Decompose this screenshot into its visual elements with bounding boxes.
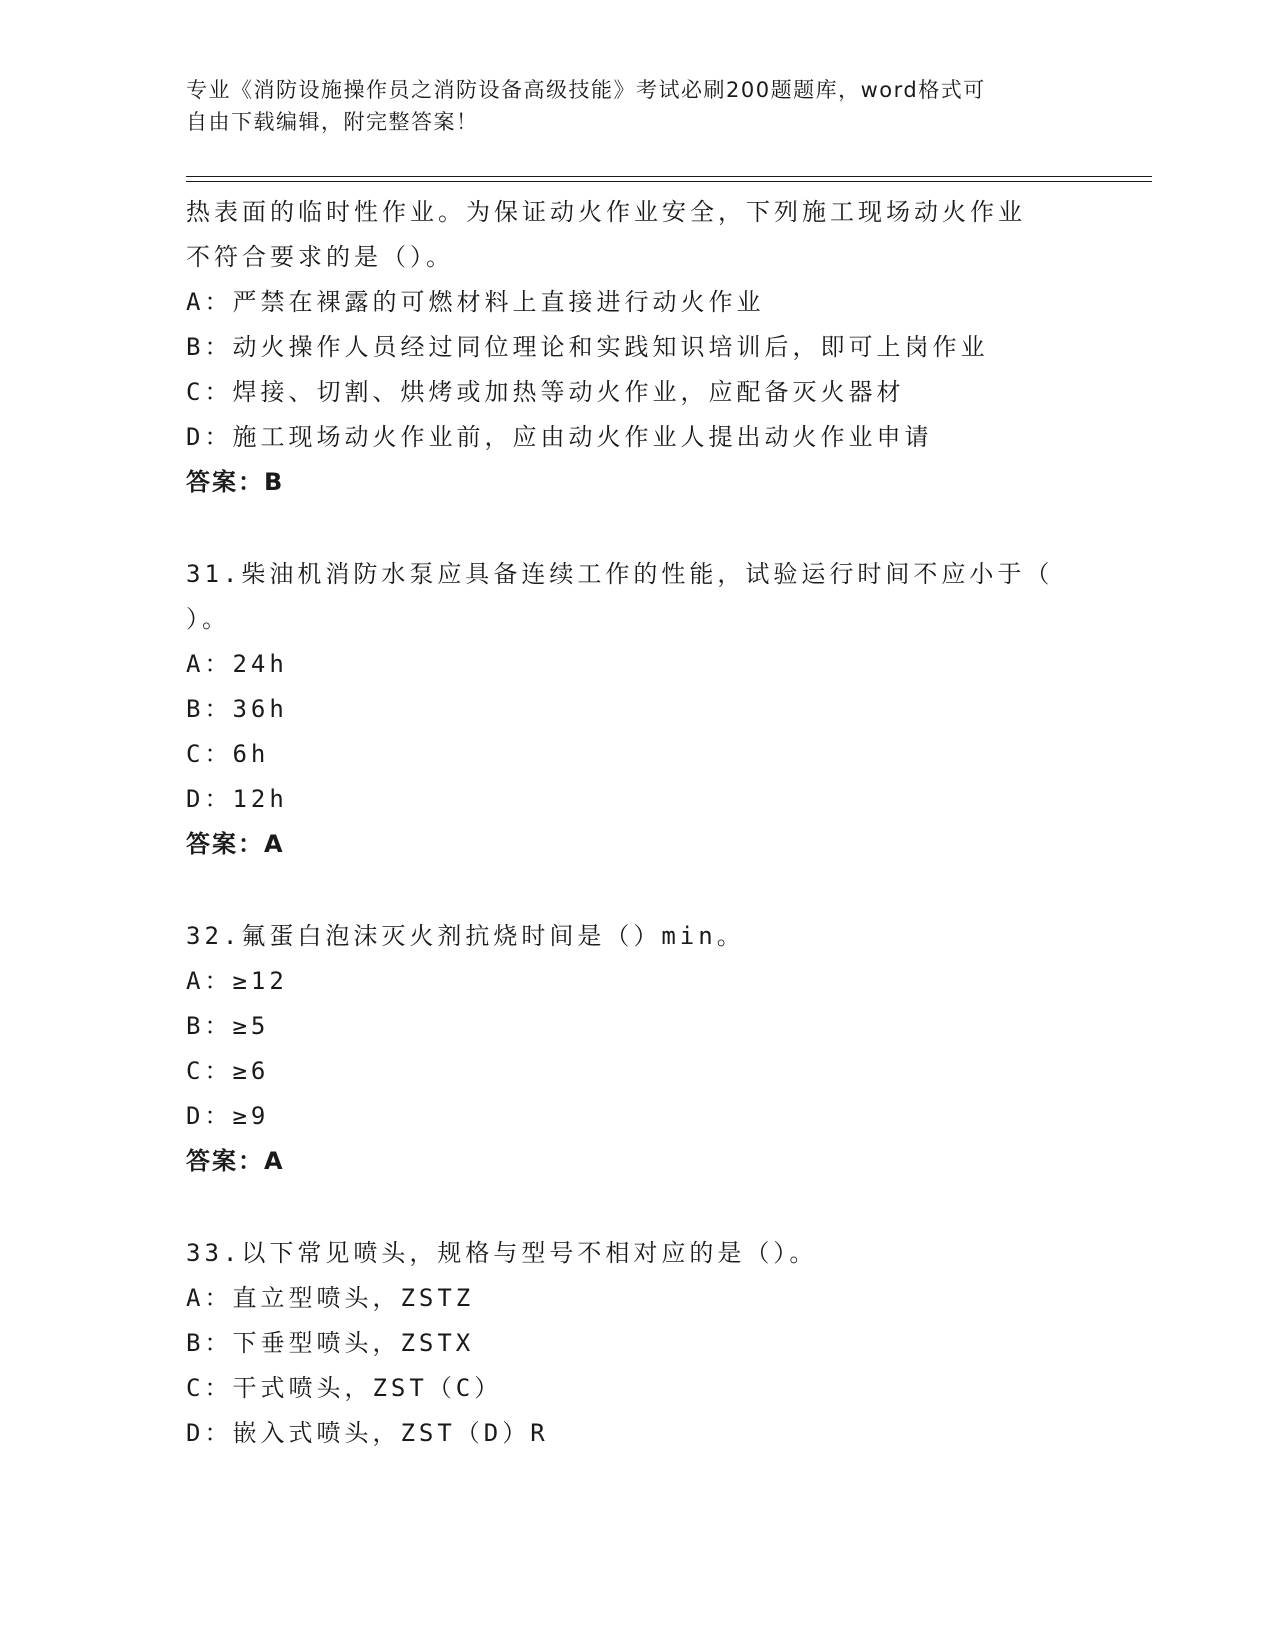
question-block: [186, 552, 1126, 867]
header-title-line-2: 自由下载编辑，附完整答案！: [186, 110, 479, 134]
question-text-line: 31.柴油机消防水泵应具备连续工作的性能，试验运行时间不应小于（: [186, 560, 1054, 588]
option-a: A：≥12: [186, 967, 288, 995]
question-block: [186, 1231, 1126, 1456]
option-c: C：≥6: [186, 1057, 270, 1085]
question-text-line: ）。: [186, 605, 230, 633]
question-text-line: 32.氟蛋白泡沫灭火剂抗烧时间是（）min。: [186, 922, 745, 950]
question-list: [186, 190, 1126, 1456]
header-title-line-1: 专业《消防设施操作员之消防设备高级技能》考试必刷200题题库，word格式可: [186, 78, 986, 102]
option-b: B：动火操作人员经过同位理论和实践知识培训后，即可上岗作业: [186, 333, 989, 361]
answer-line: 答案：A: [186, 830, 285, 858]
option-c: C：焊接、切割、烘烤或加热等动火作业，应配备灭火器材: [186, 378, 905, 406]
option-c: C：干式喷头，ZST（C）: [186, 1374, 503, 1402]
question-block: [186, 914, 1126, 1184]
option-c: C：6h: [186, 740, 270, 768]
option-b: B：36h: [186, 695, 288, 723]
option-b: B：下垂型喷头，ZSTX: [186, 1329, 475, 1357]
option-b: B：≥5: [186, 1012, 270, 1040]
answer-line: 答案：B: [186, 468, 285, 496]
option-a: A：直立型喷头，ZSTZ: [186, 1284, 475, 1312]
question-block: [186, 190, 1126, 505]
answer-line: 答案：A: [186, 1147, 285, 1175]
page-header: [186, 74, 1086, 138]
option-a: A：严禁在裸露的可燃材料上直接进行动火作业: [186, 288, 765, 316]
option-d: D：≥9: [186, 1102, 270, 1130]
option-a: A：24h: [186, 650, 288, 678]
option-d: D：12h: [186, 785, 288, 813]
question-text-line: 33.以下常见喷头，规格与型号不相对应的是（）。: [186, 1239, 818, 1267]
question-text-line: 热表面的临时性作业。为保证动火作业安全，下列施工现场动火作业: [186, 198, 1026, 226]
option-d: D：施工现场动火作业前，应由动火作业人提出动火作业申请: [186, 423, 933, 451]
option-d: D：嵌入式喷头，ZST（D）R: [186, 1419, 549, 1447]
question-text-line: 不符合要求的是（）。: [186, 243, 454, 271]
header-divider: [186, 176, 1152, 182]
